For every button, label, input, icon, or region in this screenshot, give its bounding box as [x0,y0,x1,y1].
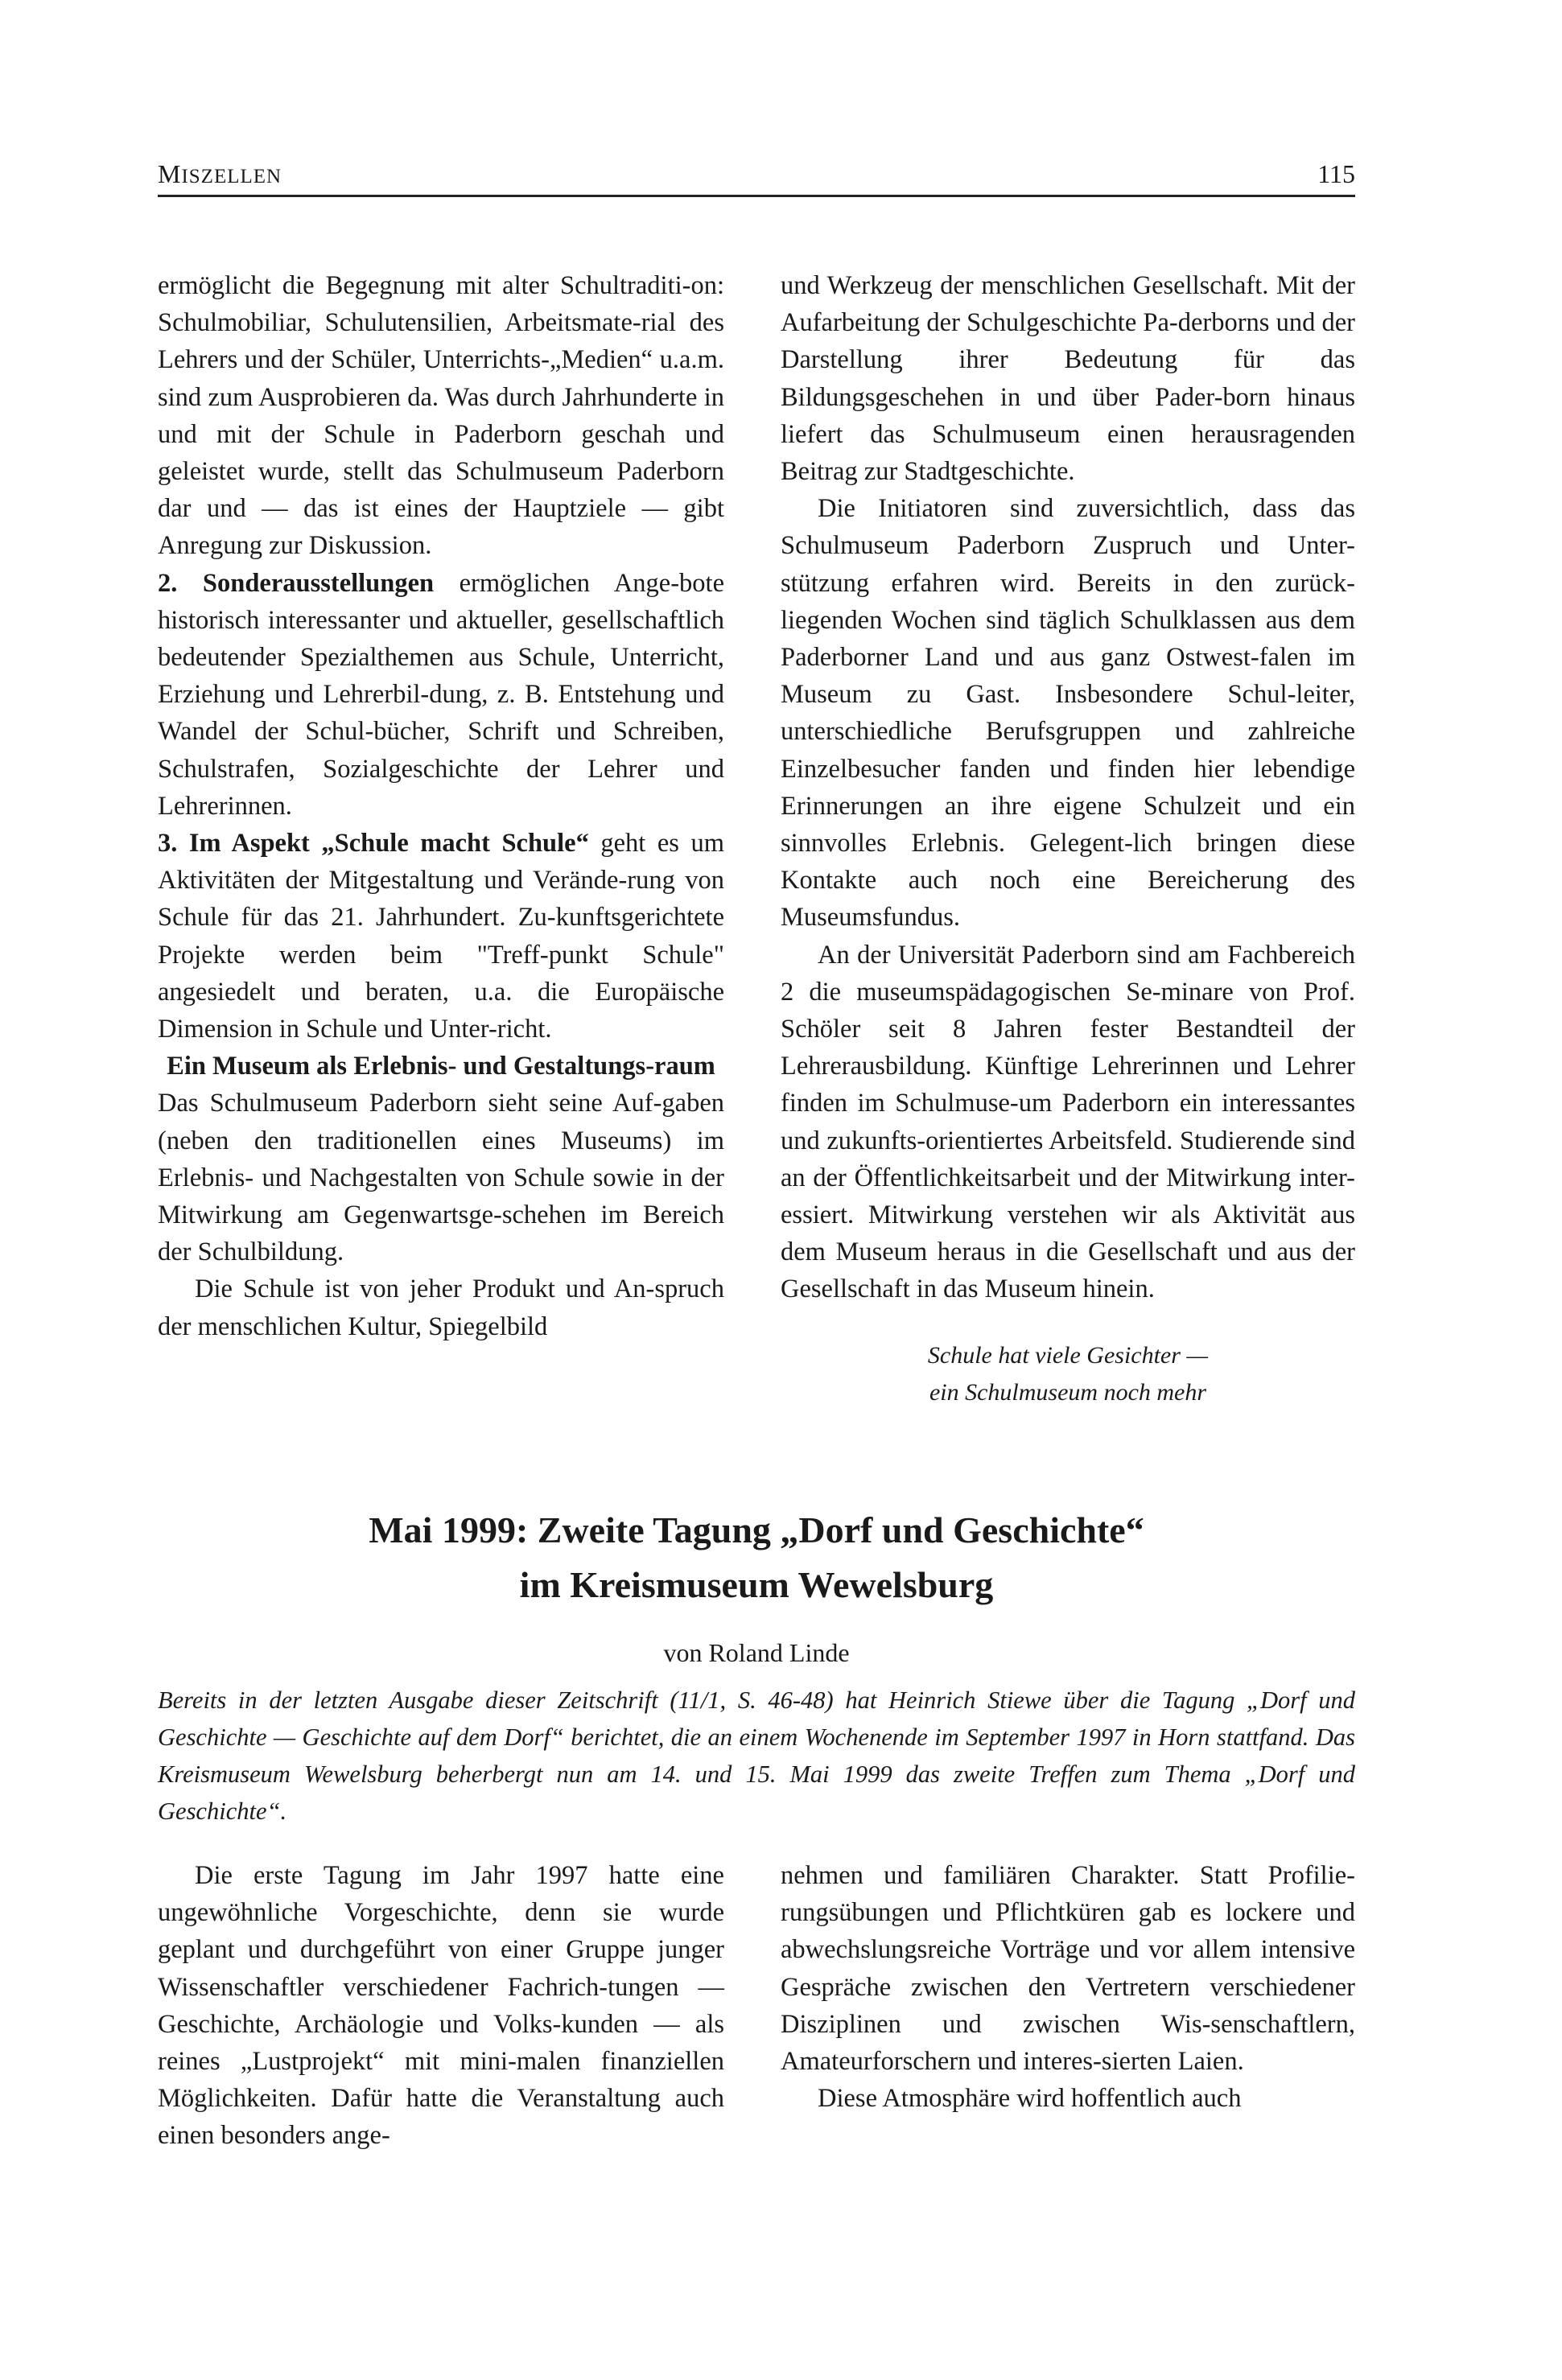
paragraph: und Werkzeug der menschlichen Gesellschaft. Mit der Aufarbeitung der Schulgeschichte Pa-derborns und der Darstellung ihrer Bedeutung für das Bildungsgeschehen in und über Pader-born hinaus liefert das Schulmuseum einen herausragenden Beitrag zur Stadtgeschichte. [781,271,1355,487]
article-title-line: im Kreismuseum Wewelsburg [519,1564,994,1605]
left-column [158,267,724,1345]
paragraph: Die Schule ist von jeher Produkt und An-spruch der menschlichen Kultur, Spiegelbild [158,1274,724,1341]
paragraph: nehmen und familiären Charakter. Statt Profilie-rungsübungen und Pflichtküren gab es lockere und abwechslungsreiche Vorträge und vor allem intensive Gespräche zwischen den Vertretern verschiedener Disziplinen und zwischen Wis-senschaftlern, Amateurforschern und interes-sierten Laien. [781,1861,1355,2077]
article-title [158,1503,1355,1612]
section-title [158,159,282,189]
byline: von Roland Linde [663,1638,850,1667]
article-left-column [158,1857,724,2155]
paragraph: An der Universität Paderborn sind am Fachbereich 2 die museumspädagogischen Se-minare von Prof. Schöler seit 8 Jahren fester Bestandteil der Lehrerausbildung. Künftige Lehrerinnen und Lehrer finden im Schulmuse-um Paderborn ein interessantes und zukunfts-orientiertes Arbeitsfeld. Studierende sind an der Öffentlichkeitsarbeit und der Mitwirkung inter-essiert. Mitwirkung verstehen wir als Aktivität aus dem Museum heraus in die Gesellschaft und aus der Gesellschaft in das Museum hinein. [781,940,1355,1304]
paragraph: Das Schulmuseum Paderborn sieht seine Auf-gaben (neben den traditionellen eines Museums) im Erlebnis- und Nachgestalten von Schule sowie in der Mitwirkung am Gegenwartsge-schehen im Bereich der Schulbildung. [158,1089,724,1267]
paragraph: Diese Atmosphäre wird hoffentlich auch [818,2084,1242,2114]
paragraph-list-item-2 [158,565,724,825]
motto [781,1337,1355,1411]
list-lead: 3. Im Aspekt „Schule macht Schule“ [158,829,589,859]
article-abstract: Bereits in der letzten Ausgabe dieser Zeitschrift (11/1, S. 46-48) hat Heinrich Stiewe über die Tagung „Dorf und Geschichte — Geschichte auf dem Dorf“ berichtet, die an einem Wochenende im September 1997 in Horn stattfand. Das Kreismuseum Wewelsburg beherbergt nun am 14. und 15. Mai 1999 das zweite Treffen zum Thema „Dorf und Geschichte“. [158,1686,1355,1825]
section-title-rest: ISZELLEN [181,166,282,187]
section-title-initial: M [158,159,182,188]
article-title-line: Mai 1999: Zweite Tagung „Dorf und Geschichte“ [369,1509,1144,1550]
motto-line: Schule hat viele Gesichter — [927,1342,1209,1369]
article-right-column [781,1857,1355,2117]
list-text: ermöglichen Ange-bote historisch interessanter und aktueller, gesellschaftlich bedeutender Spezialthemen aus Schule, Unterricht, Erziehung und Lehrerbil-dung, z. B. Entstehung und Wandel der Schul-bücher, Schrift und Schreiben, Schulstrafen, Sozialgeschichte der Lehrer und Lehrerinnen. [158,568,724,821]
subheading: Ein Museum als Erlebnis- und Gestaltungs-raum [167,1052,715,1081]
right-column [781,267,1355,1308]
paragraph: ermöglicht die Begegnung mit alter Schultraditi-on: Schulmobiliar, Schulutensilien, Arbeitsmate-rial des Lehrers und der Schüler, Unterrichts-„Medien“ u.a.m. sind zum Ausprobieren da. Was durch Jahrhunderte in und mit der Schule in Paderborn geschah und geleistet wurde, stellt das Schulmuseum Paderborn dar und — das ist eines der Hauptziele — gibt Anregung zur Diskussion. [158,271,724,561]
list-lead: 2. Sonderausstellungen [158,568,435,598]
paragraph: Die erste Tagung im Jahr 1997 hatte eine ungewöhnliche Vorgeschichte, denn sie wurde geplant und durchgeführt von einer Gruppe junger Wissenschaftler verschiedener Fachrich-tungen — Geschichte, Archäologie und Volks-kunden — als reines „Lustprojekt“ mit mini-malen finanziellen Möglichkeiten. Dafür hatte die Veranstaltung auch einen besonders ange- [158,1861,724,2151]
paragraph-list-item-3 [158,825,724,1048]
motto-line: ein Schulmuseum noch mehr [929,1379,1207,1406]
paragraph: Die Initiatoren sind zuversichtlich, dass das Schulmuseum Paderborn Zuspruch und Unter-stützung erfahren wird. Bereits in den zurück-liegenden Wochen sind täglich Schulklassen aus dem Paderborner Land und aus ganz Ostwest-falen im Museum zu Gast. Insbesondere Schul-leiter, unterschiedliche Berufsgruppen und zahlreiche Einzelbesucher fanden und finden hier lebendige Erinnerungen an ihre eigene Schulzeit und ein sinnvolles Erlebnis. Gelegent-lich bringen diese Kontakte auch noch eine Bereicherung des Museumsfundus. [781,494,1355,933]
running-header [158,158,1355,197]
page-number: 115 [1317,159,1355,188]
list-text: geht es um Aktivitäten der Mitgestaltung und Verände-rung von Schule für das 21. Jahrhundert. Zu-kunftsgerichtete Projekte werden beim "Treff-punkt Schule" angesiedelt und beraten, u.a. die Europäische Dimension in Schule und Unter-richt. [158,829,724,1044]
